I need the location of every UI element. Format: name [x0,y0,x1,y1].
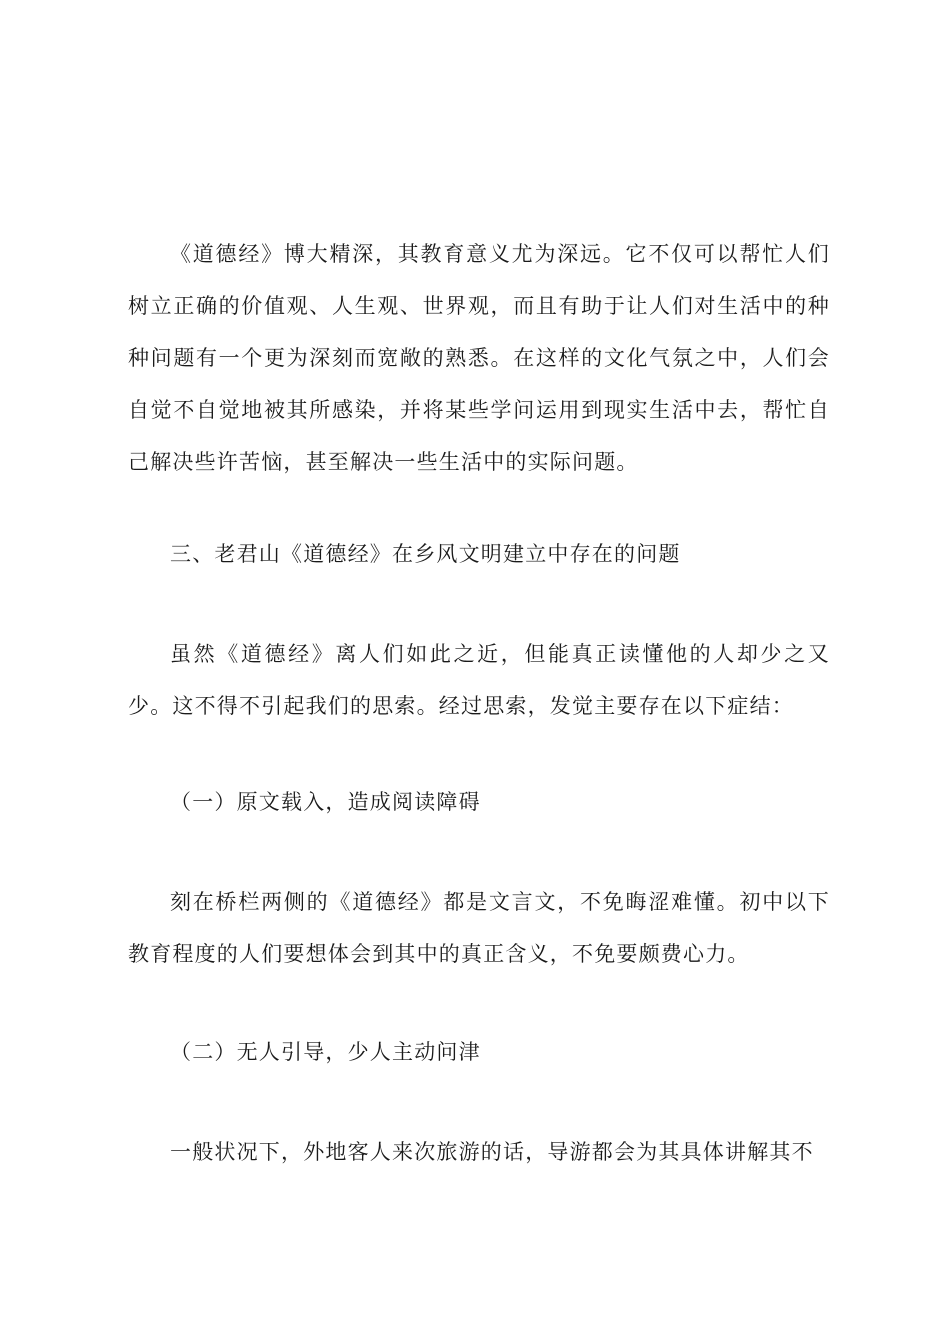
subheading-no-guidance: （二）无人引导，少人主动问津 [170,1040,481,1064]
paragraph-reflection: 虽然《道德经》离人们如此之近，但能真正读懂他的人却少之又少。这不得不引起我们的思索。经过思索，发觉主要存在以下症结： [128,642,830,718]
paragraph-classical-text: 刻在桥栏两侧的《道德经》都是文言文，不免晦涩难懂。初中以下教育程度的人们要想体会到其中的真正含义，不免要颇费心力。 [128,890,830,966]
subheading-reading-barrier: （一）原文载入，造成阅读障碍 [170,790,481,814]
paragraph-tour-guide: 一般状况下，外地客人来次旅游的话，导游都会为其具体讲解其不 [170,1140,814,1164]
section-heading-problems: 三、老君山《道德经》在乡风文明建立中存在的问题 [170,542,681,566]
paragraph-daodejing-significance: 《道德经》博大精深，其教育意义尤为深远。它不仅可以帮忙人们树立正确的价值观、人生观、世界观，而且有助于让人们对生活中的种种问题有一个更为深刻而宽敞的熟悉。在这样的文化气氛之中，人们会自觉不自觉地被其所感染，并将某些学问运用到现实生活中去，帮忙自己解决些许苦恼，甚至解决一些生活中的实际问题。 [128,242,830,474]
